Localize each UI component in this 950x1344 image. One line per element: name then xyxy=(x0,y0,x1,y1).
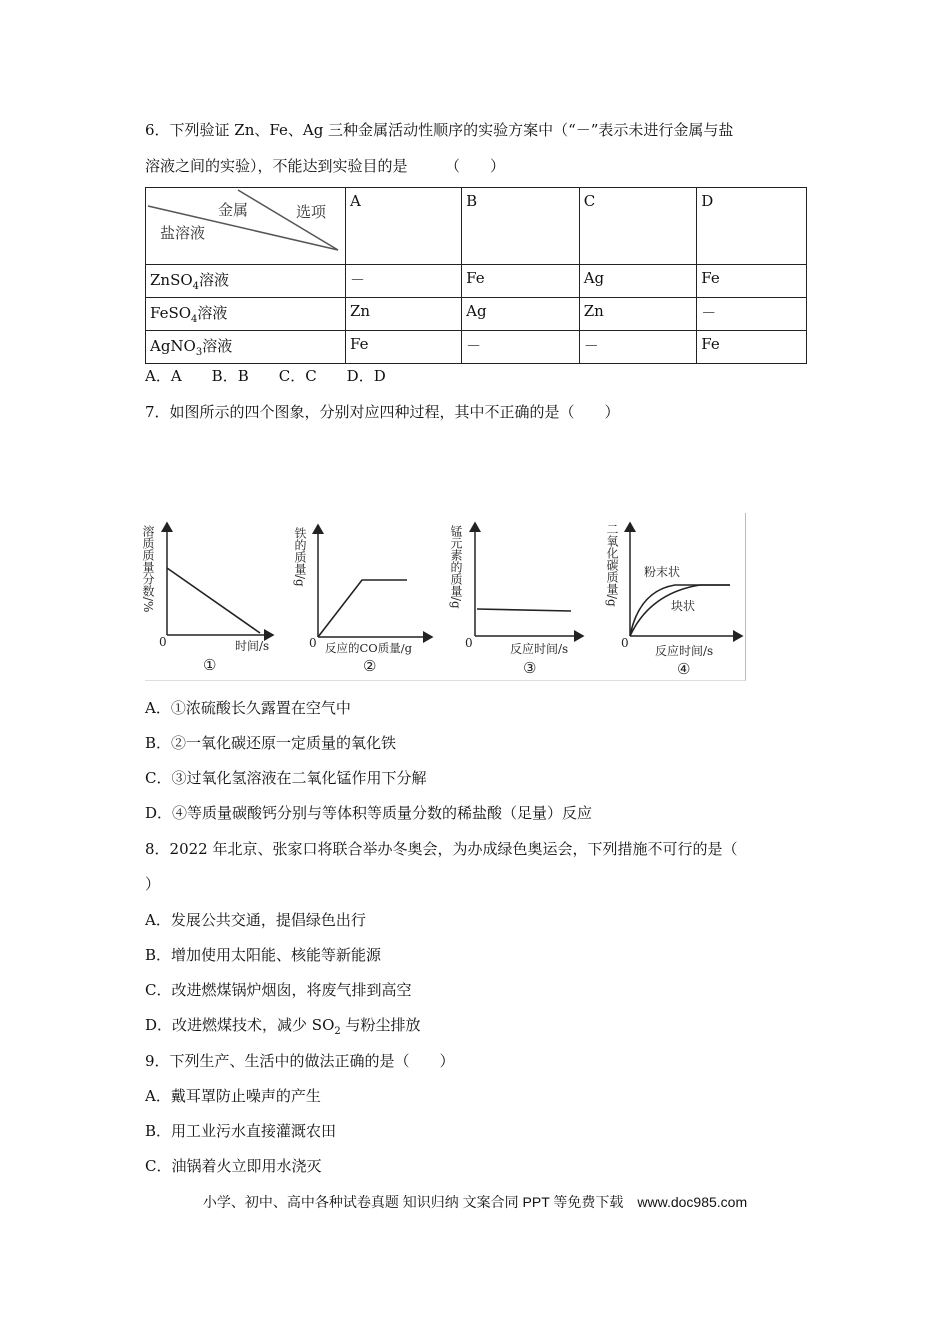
chart-4-powder-label: 粉末状 xyxy=(644,565,681,579)
q6-options: A．A B．B C．C D．D xyxy=(145,367,386,385)
table-corner-cell xyxy=(146,188,346,265)
table-cell: Fe xyxy=(462,265,580,298)
table-cell: Fe xyxy=(346,331,462,364)
chart-3-origin: 0 xyxy=(465,636,473,650)
table-cell: － xyxy=(462,331,580,364)
table-cell: － xyxy=(579,331,697,364)
q7-option-a: A．①浓硫酸长久露置在空气中 xyxy=(145,699,351,717)
table-cell: Zn xyxy=(579,298,697,331)
chart-4-block-label: 块状 xyxy=(671,599,696,613)
corner-option-label: 选项 xyxy=(296,203,327,221)
chart-1-number: ① xyxy=(203,656,217,674)
table-cell: Ag xyxy=(579,265,697,298)
chart-2-origin: 0 xyxy=(309,636,317,650)
table-cell: Zn xyxy=(346,298,462,331)
q6-stem-line1: 6．下列验证 Zn、Fe、Ag 三种金属活动性顺序的实验方案中（“－”表示未进行金属与盐 xyxy=(145,121,734,139)
chart-4 xyxy=(605,523,742,678)
q7-charts-figure xyxy=(141,513,746,681)
q8-option-c: C．改进燃煤锅炉烟囱，将废气排到高空 xyxy=(145,981,412,999)
table-row xyxy=(146,265,807,298)
q7-option-d: D．④等质量碳酸钙分别与等体积等质量分数的稀盐酸（足量）反应 xyxy=(145,804,593,822)
table-cell: Ag xyxy=(462,298,580,331)
chart-3-ylabel: 锰元素的质量/g xyxy=(449,525,463,609)
page-footer: 小学、初中、高中各种试卷真题 知识归纳 文案合同 PPT 等免费下载 www.doc985.com xyxy=(202,1194,748,1210)
q6-stem-line2: 溶液之间的实验），不能达到实验目的是 （ ） xyxy=(145,157,506,175)
row-label: AgNO$_3$溶液 xyxy=(146,331,346,364)
chart-2-xlabel: 反应的CO质量/g xyxy=(325,641,412,655)
q8-stem-line1: 8．2022 年北京、张家口将联合举办冬奥会，为办成绿色奥运会，下列措施不可行的是（ xyxy=(145,840,738,858)
chart-1-origin: 0 xyxy=(159,635,167,649)
chart-1 xyxy=(141,523,273,674)
chart-1-ylabel: 溶质质量分数/% xyxy=(141,525,155,613)
corner-solution-label: 盐溶液 xyxy=(160,224,206,242)
col-header-a: A xyxy=(346,188,462,265)
chart-4-xlabel: 反应时间/s xyxy=(655,644,714,658)
chart-1-line xyxy=(167,568,260,633)
table-row xyxy=(146,331,807,364)
chart-2-number: ② xyxy=(363,657,377,675)
chart-3-number: ③ xyxy=(523,659,537,677)
table-cell: － xyxy=(346,265,462,298)
table-cell: － xyxy=(697,298,807,331)
q9-option-b: B．用工业污水直接灌溉农田 xyxy=(145,1122,337,1140)
col-header-b: B xyxy=(462,188,580,265)
q9-stem: 9．下列生产、生活中的做法正确的是（ ） xyxy=(145,1052,455,1070)
col-header-c: C xyxy=(579,188,697,265)
chart-3 xyxy=(449,523,583,677)
q7-stem: 7．如图所示的四个图象，分别对应四种过程，其中不正确的是（ ） xyxy=(145,403,620,421)
q8-option-d: D．改进燃煤技术，减少 $SO_2$ 与粉尘排放 xyxy=(145,1016,421,1037)
q7-option-c: C．③过氧化氢溶液在二氧化锰作用下分解 xyxy=(145,769,427,787)
corner-metal-label: 金属 xyxy=(218,201,249,219)
q7-charts-svg xyxy=(141,513,745,680)
chart-4-origin: 0 xyxy=(621,636,629,650)
chart-2-line xyxy=(318,580,407,637)
chart-2-ylabel: 铁的质量/g xyxy=(293,527,307,587)
chart-3-line xyxy=(477,609,571,611)
table-header-row xyxy=(146,188,807,265)
chart-2 xyxy=(293,525,432,675)
q8-option-b: B．增加使用太阳能、核能等新能源 xyxy=(145,946,382,964)
q8-stem-line2: ） xyxy=(145,875,161,893)
chart-4-ylabel: 二氧化碳质量/g xyxy=(605,523,619,607)
col-header-d: D xyxy=(697,188,807,265)
row-label: ZnSO$_4$溶液 xyxy=(146,265,346,298)
row-label: FeSO$_4$溶液 xyxy=(146,298,346,331)
chart-1-xlabel: 时间/s xyxy=(235,639,270,653)
q7-option-b: B．②一氧化碳还原一定质量的氧化铁 xyxy=(145,734,397,752)
chart-4-number: ④ xyxy=(677,660,691,678)
table-cell: Fe xyxy=(697,331,807,364)
table-row xyxy=(146,298,807,331)
q9-option-a: A．戴耳罩防止噪声的产生 xyxy=(145,1087,321,1105)
diagonal-header-graphic xyxy=(146,188,345,264)
q6-table xyxy=(145,187,807,364)
chart-3-xlabel: 反应时间/s xyxy=(510,642,569,656)
table-cell: Fe xyxy=(697,265,807,298)
q9-option-c: C．油锅着火立即用水浇灭 xyxy=(145,1157,322,1175)
q8-option-a: A．发展公共交通，提倡绿色出行 xyxy=(145,911,366,929)
